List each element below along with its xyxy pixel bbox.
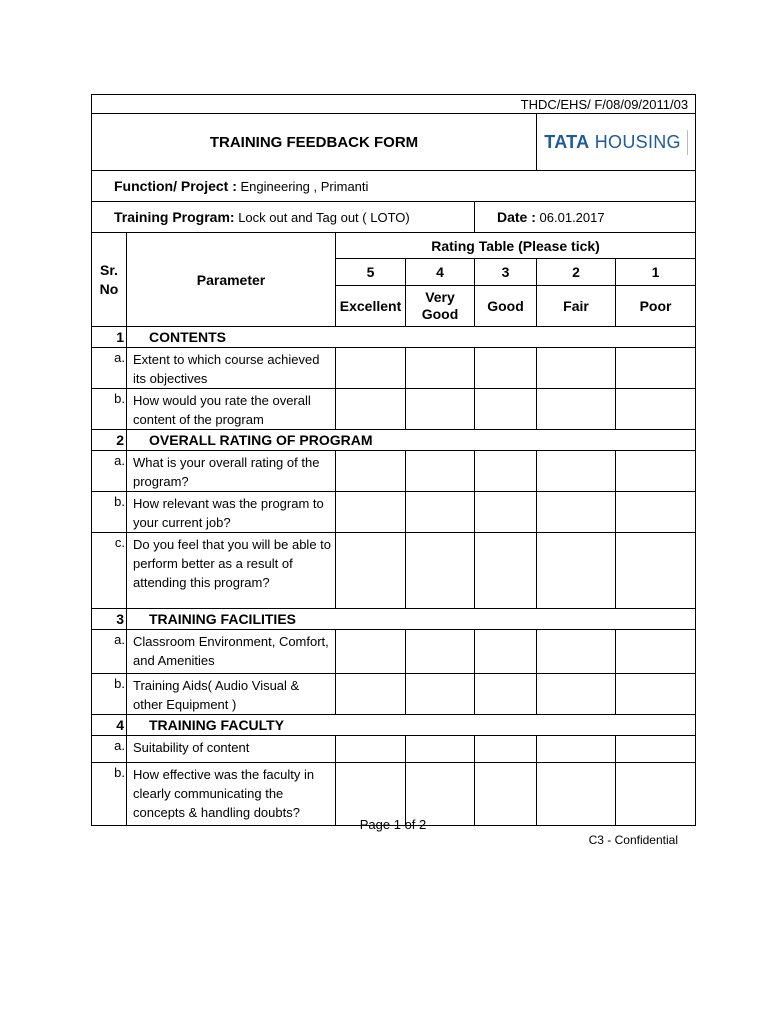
rating-cell-1[interactable]	[616, 630, 696, 674]
rating-cell-2[interactable]	[537, 630, 616, 674]
feedback-table	[91, 94, 696, 826]
rating-cell-4[interactable]	[406, 451, 475, 492]
question-number: b.	[92, 674, 127, 715]
rating-cell-3[interactable]	[475, 492, 537, 533]
rating-cell-4[interactable]	[406, 533, 475, 609]
section-number: 3	[92, 609, 127, 630]
rating-number-5: 5	[336, 259, 406, 286]
section-row	[92, 609, 696, 630]
rating-cell-5[interactable]	[336, 630, 406, 674]
rating-cell-5[interactable]	[336, 348, 406, 389]
date-label: Date :	[497, 209, 536, 225]
rating-cell-4[interactable]	[406, 674, 475, 715]
question-text: Classroom Environment, Comfort, and Amenities	[127, 630, 336, 674]
question-row	[92, 451, 696, 492]
section-number: 2	[92, 430, 127, 451]
rating-label-good: Good	[475, 286, 537, 327]
question-row	[92, 674, 696, 715]
section-title: TRAINING FACULTY	[127, 715, 696, 736]
form-title: TRAINING FEEDBACK FORM	[92, 114, 537, 171]
sections-body	[92, 327, 696, 826]
rating-number-3: 3	[475, 259, 537, 286]
logo-tata-text: TATA	[544, 131, 590, 152]
tata-housing-logo	[537, 114, 696, 171]
rating-cell-3[interactable]	[475, 736, 537, 763]
question-row	[92, 492, 696, 533]
question-row	[92, 533, 696, 609]
question-row	[92, 736, 696, 763]
rating-cell-2[interactable]	[537, 492, 616, 533]
rating-cell-4[interactable]	[406, 492, 475, 533]
question-number: a.	[92, 451, 127, 492]
question-text: How relevant was the program to your current job?	[127, 492, 336, 533]
rating-cell-3[interactable]	[475, 451, 537, 492]
section-row	[92, 715, 696, 736]
rating-number-2: 2	[537, 259, 616, 286]
question-text: Extent to which course achieved its objectives	[127, 348, 336, 389]
question-number: a.	[92, 736, 127, 763]
rating-cell-4[interactable]	[406, 389, 475, 430]
rating-cell-1[interactable]	[616, 533, 696, 609]
classification-label: C3 - Confidential	[588, 833, 678, 847]
question-text: Training Aids( Audio Visual & other Equipment )	[127, 674, 336, 715]
rating-cell-5[interactable]	[336, 451, 406, 492]
rating-cell-1[interactable]	[616, 451, 696, 492]
question-text: Do you feel that you will be able to perform better as a result of attending this program?	[127, 533, 336, 609]
rating-number-4: 4	[406, 259, 475, 286]
rating-cell-3[interactable]	[475, 348, 537, 389]
parameter-header: Parameter	[127, 233, 336, 327]
question-text: How would you rate the overall content of the program	[127, 389, 336, 430]
section-title: TRAINING FACILITIES	[127, 609, 696, 630]
sr-no-header-text: Sr. No	[99, 261, 119, 297]
rating-cell-3[interactable]	[475, 533, 537, 609]
date-cell	[475, 202, 696, 233]
rating-cell-2[interactable]	[537, 736, 616, 763]
function-project-label: Function/ Project :	[114, 178, 237, 194]
rating-label-excellent: Excellent	[336, 286, 406, 327]
section-row	[92, 327, 696, 348]
rating-cell-3[interactable]	[475, 674, 537, 715]
rating-cell-1[interactable]	[616, 492, 696, 533]
question-text: What is your overall rating of the program?	[127, 451, 336, 492]
rating-cell-2[interactable]	[537, 674, 616, 715]
logo-housing-text: HOUSING	[594, 131, 681, 152]
question-text: Suitability of content	[127, 736, 336, 763]
section-number: 1	[92, 327, 127, 348]
form-reference-code: THDC/EHS/ F/08/09/2011/03	[92, 95, 696, 114]
question-number: c.	[92, 533, 127, 609]
rating-cell-4[interactable]	[406, 348, 475, 389]
question-number: a.	[92, 348, 127, 389]
sr-no-header	[92, 233, 127, 327]
rating-label-very-good-text: Very Good	[421, 289, 459, 322]
section-title: OVERALL RATING OF PROGRAM	[127, 430, 696, 451]
question-number: b.	[92, 389, 127, 430]
question-row	[92, 630, 696, 674]
page-number: Page 1 of 2	[359, 817, 427, 832]
rating-cell-5[interactable]	[336, 533, 406, 609]
rating-cell-2[interactable]	[537, 533, 616, 609]
rating-cell-3[interactable]	[475, 389, 537, 430]
feedback-form	[91, 94, 695, 826]
rating-number-1: 1	[616, 259, 696, 286]
question-number: a.	[92, 630, 127, 674]
rating-cell-5[interactable]	[336, 736, 406, 763]
training-program-value: Lock out and Tag out ( LOTO)	[238, 210, 410, 225]
section-number: 4	[92, 715, 127, 736]
question-number: b.	[92, 492, 127, 533]
training-program-label: Training Program:	[114, 209, 235, 225]
rating-table-header: Rating Table (Please tick)	[336, 233, 696, 259]
question-text: How effective was the faculty in clearly communicating the concepts & handling doubts?	[127, 763, 336, 826]
rating-cell-2[interactable]	[537, 348, 616, 389]
date-value: 06.01.2017	[539, 210, 605, 225]
rating-label-very-good	[406, 286, 475, 327]
rating-cell-3[interactable]	[475, 630, 537, 674]
rating-cell-1[interactable]	[616, 674, 696, 715]
rating-cell-1[interactable]	[616, 348, 696, 389]
rating-cell-1[interactable]	[616, 389, 696, 430]
rating-cell-2[interactable]	[537, 389, 616, 430]
rating-cell-5[interactable]	[336, 492, 406, 533]
rating-cell-1[interactable]	[616, 736, 696, 763]
function-project-value: Engineering , Primanti	[240, 179, 369, 194]
section-row	[92, 430, 696, 451]
function-project-row	[92, 171, 696, 202]
rating-label-fair: Fair	[537, 286, 616, 327]
training-program-cell	[92, 202, 475, 233]
rating-cell-5[interactable]	[336, 389, 406, 430]
question-row	[92, 348, 696, 389]
section-title: CONTENTS	[127, 327, 696, 348]
rating-cell-2[interactable]	[537, 451, 616, 492]
rating-cell-4[interactable]	[406, 630, 475, 674]
rating-cell-4[interactable]	[406, 736, 475, 763]
rating-label-poor: Poor	[616, 286, 696, 327]
question-row	[92, 389, 696, 430]
rating-cell-5[interactable]	[336, 674, 406, 715]
question-number: b.	[92, 763, 127, 826]
